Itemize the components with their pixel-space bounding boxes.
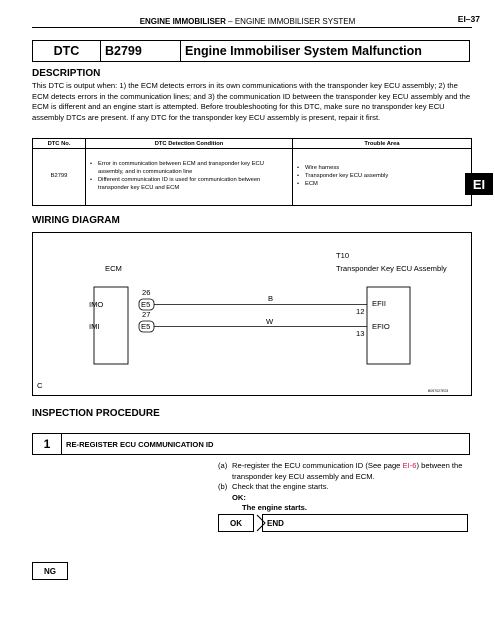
trouble-area-item: • Wire harness [305, 165, 468, 173]
ng-button[interactable]: NG [32, 562, 68, 580]
procedure-item [218, 461, 478, 482]
header-separator: – [225, 17, 235, 26]
terminal-name-efii: EFII [372, 299, 386, 308]
step-title: RE-REGISTER ECU COMMUNICATION ID [66, 439, 214, 449]
wire-color-w: W [266, 317, 274, 326]
arrow-right-icon [256, 514, 266, 532]
connector-label-imi: E5 [141, 322, 151, 331]
header-divider [32, 27, 472, 28]
wire-color-b: B [268, 294, 274, 303]
condition-item: • Different communication ID is used for communication between transponder key ECU and ECM [98, 177, 289, 193]
procedure-item [218, 482, 478, 493]
table-cell-condition [86, 149, 293, 206]
dtc-name: Engine Immobiliser System Malfunction [185, 44, 422, 58]
item-key: (a) [218, 461, 228, 470]
inspection-heading: INSPECTION PROCEDURE [32, 408, 160, 419]
wiring-heading: WIRING DIAGRAM [32, 215, 120, 226]
figure-id: B097027E03 [428, 389, 449, 393]
tk-label: Transponder Key ECU Assembly [336, 264, 447, 273]
item-key: (b) [218, 482, 228, 492]
terminal-12: 12 [356, 307, 365, 316]
page-number: EI–37 [457, 14, 480, 24]
header-section: ENGINE IMMOBILISER [139, 17, 226, 26]
table-cell-dtc: B2799 [33, 149, 86, 206]
pin-number-26: 26 [142, 288, 151, 297]
wiring-svg [33, 233, 473, 397]
dtc-title-box [32, 40, 470, 62]
tk-code: T10 [336, 251, 350, 260]
wiring-diagram [32, 232, 472, 396]
end-box[interactable]: END [262, 514, 468, 532]
table-header-trouble-area: Trouble Area [293, 139, 472, 149]
connector-label-imo: E5 [141, 300, 151, 309]
table-header-dtc: DTC No. [33, 139, 86, 149]
ok-criteria-label: OK: [232, 492, 246, 502]
step-number: 1 [33, 434, 62, 454]
diagram-corner-letter: C [37, 381, 43, 390]
item-text: Check that the engine starts. [232, 482, 329, 492]
dtc-table [32, 138, 472, 206]
terminal-name-efio: EFIO [372, 322, 390, 331]
page-header [0, 17, 495, 26]
trouble-area-item: • ECM [305, 181, 468, 189]
ok-criteria-text: The engine starts. [242, 503, 307, 513]
pin-name-imo: IMO [89, 300, 104, 309]
pin-name-imi: IMI [89, 322, 100, 331]
procedure-list [218, 461, 478, 514]
header-subsection: ENGINE IMMOBILISER SYSTEM [234, 17, 356, 26]
section-tab[interactable]: EI [465, 173, 493, 195]
terminal-13: 13 [356, 329, 365, 338]
item-text: ) between the transponder key ECU assembly and ECM. [232, 461, 463, 481]
description-heading: DESCRIPTION [32, 68, 101, 79]
step-box [32, 433, 470, 455]
description-text: This DTC is output when: 1) the ECM detects errors in its own communications with the transponder key ECU assembly; 2) the ECM detects errors in the communication lines; and 3) the communication ID between the transponder key ECU assembly and the ECM is different and an engine start is attempted. Before troubleshooting for this DTC, make sure no transponder key ECU assembly DTCs are present. If any DTC for the transponder key ECU assembly is present, repair it first. [32, 81, 471, 122]
page-link[interactable]: EI-6 [402, 461, 417, 470]
pin-number-27: 27 [142, 310, 151, 319]
item-text: Re-register the ECU communication ID (See page [232, 461, 403, 470]
table-cell-trouble-area [293, 149, 472, 206]
trouble-area-item: • Transponder key ECU assembly [305, 173, 468, 181]
dtc-code: B2799 [101, 41, 181, 61]
ecm-label: ECM [105, 264, 122, 273]
dtc-label: DTC [33, 41, 101, 61]
table-header-condition: DTC Detection Condition [86, 139, 293, 149]
ok-button[interactable]: OK [218, 514, 254, 532]
condition-item: • Error in communication between ECM and transponder key ECU assembly, and in communication line [98, 161, 289, 177]
